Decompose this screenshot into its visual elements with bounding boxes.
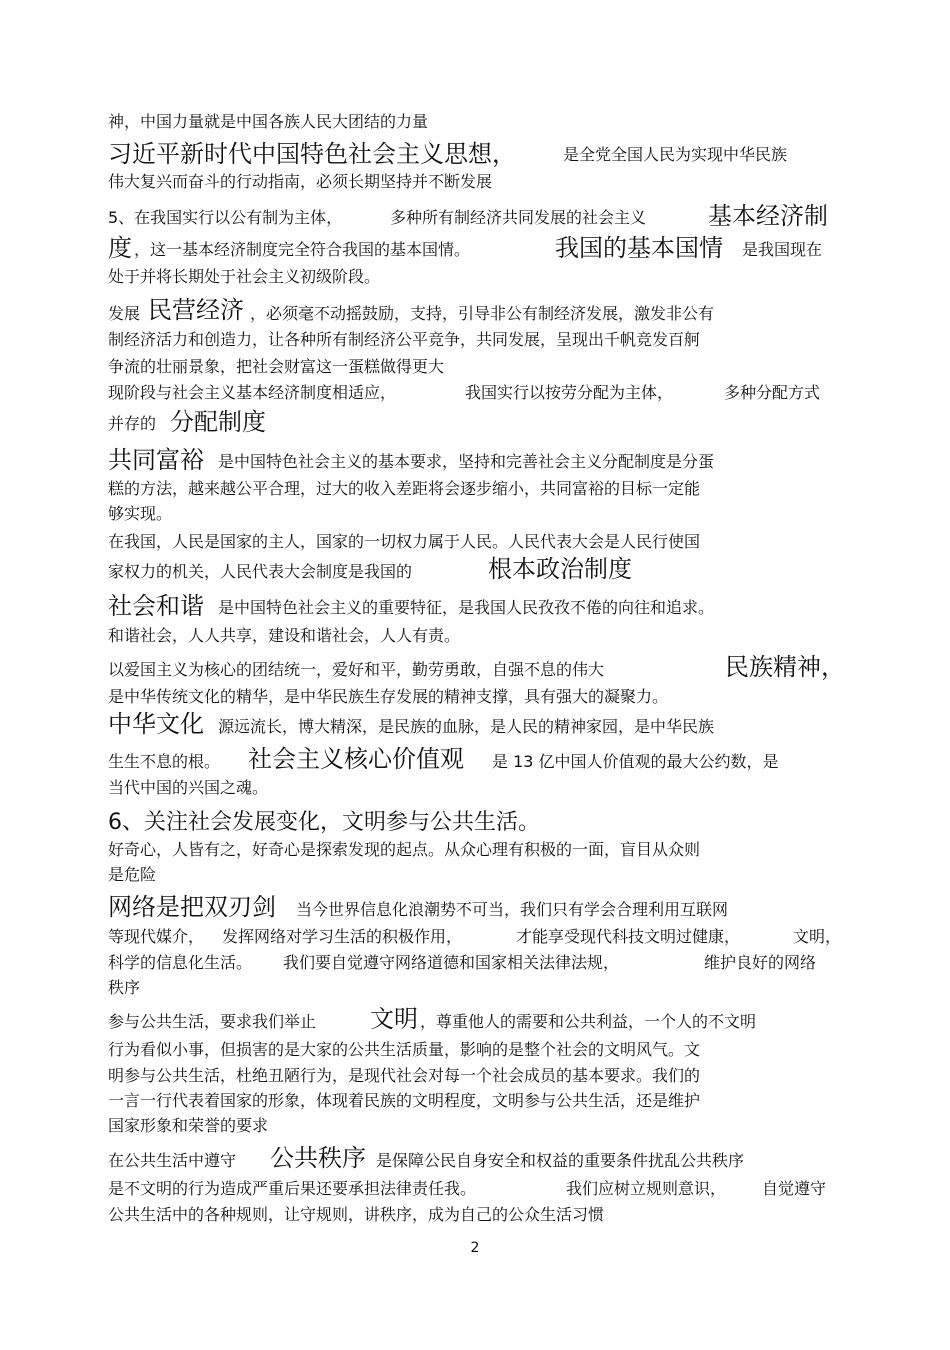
- text-line: 现阶段与社会主义基本经济制度相适应，: [108, 383, 397, 402]
- key-term: 分配制度: [170, 408, 266, 436]
- key-term: 中华文化: [108, 710, 204, 738]
- text-line: ，尊重他人的需要和公共利益，一个人的不文明: [420, 1012, 757, 1031]
- text-line: 行为看似小事，但损害的是大家的公共生活质量，影响的是整个社会的文明风气。文: [108, 1040, 701, 1059]
- key-term: 社会主义核心价值观: [248, 745, 464, 773]
- key-term: 共同富裕: [108, 446, 204, 474]
- text-line: 是中国特色社会主义的基本要求，坚持和完善社会主义分配制度是分蛋: [218, 452, 715, 471]
- key-term: 社会和谐: [108, 592, 204, 620]
- text-line: 多种所有制经济共同发展的社会主义: [390, 208, 647, 227]
- text-line: 神，中国力量就是中国各族人民大团结的力量: [108, 112, 429, 131]
- text-line: 制经济活力和创造力，让各种所有制经济公平竞争，共同发展，呈现出千帆竞发百舸: [108, 330, 701, 349]
- text-line: 才能享受现代科技文明过健康，: [516, 927, 741, 946]
- text-line: 发挥网络对学习生活的积极作用，: [222, 927, 463, 946]
- text-line: 文明，: [793, 927, 842, 946]
- text-line: 好奇心，人皆有之，好奇心是探索发现的起点。从众心理有积极的一面，盲目从众则: [108, 840, 701, 859]
- text-line: 国家形象和荣誉的要求: [108, 1116, 269, 1135]
- text-line: 自觉遵守: [762, 1179, 827, 1198]
- text-line: 糕的方法，越来越公平合理，过大的收入差距将会逐步缩小，共同富裕的目标一定能: [108, 479, 701, 498]
- text-line: ，必须毫不动摇鼓励，支持，引导非公有制经济发展，激发非公有: [250, 304, 715, 323]
- text-line: ，这一基本经济制度完全符合我国的基本国情。: [134, 240, 471, 259]
- text-line: 多种分配方式: [724, 383, 821, 402]
- key-term: 文明: [370, 1005, 418, 1033]
- text-line: 并存的: [108, 414, 157, 433]
- text-line: 在我国，人民是国家的主人，国家的一切权力属于人民。人民代表大会是人民行使国: [108, 532, 701, 551]
- text-line: 当今世界信息化浪潮势不可当，我们只有学会合理利用互联网: [296, 900, 729, 919]
- key-term: 基本经济制: [708, 202, 828, 230]
- text-line: 是中华传统文化的精华，是中华民族生存发展的精神支撑，具有强大的凝聚力。: [108, 687, 669, 706]
- text-line: 是中国特色社会主义的重要特征，是我国人民孜孜不倦的向往和追求。: [218, 598, 715, 617]
- key-term: 度: [108, 234, 132, 262]
- text-line: 是我国现在: [742, 240, 823, 259]
- text-line: 5、在我国实行以公有制为主体，: [108, 208, 343, 227]
- text-line: 是保障公民自身安全和权益的重要条件扰乱公共秩序: [376, 1151, 745, 1170]
- text-line: 公共生活中的各种规则，让守规则，讲秩序，成为自己的公众生活习惯: [108, 1205, 605, 1224]
- text-line: 维护良好的网络: [704, 953, 817, 972]
- text-line: 处于并将长期处于社会主义初级阶段。: [108, 267, 381, 286]
- page-number: 2: [470, 1240, 480, 1256]
- text-line: 源远流长，博大精深，是民族的血脉，是人民的精神家园，是中华民族: [218, 717, 715, 736]
- text-line: 是危险: [108, 865, 157, 884]
- text-line: 参与公共生活，要求我们举止: [108, 1012, 317, 1031]
- text-line: 一言一行代表着国家的形象，体现着民族的文明程度，文明参与公共生活，还是维护: [108, 1091, 701, 1110]
- text-line: 争流的壮丽景象，把社会财富这一蛋糕做得更大: [108, 357, 445, 376]
- text-line: 够实现。: [108, 504, 173, 523]
- text-line: 发展: [108, 304, 141, 323]
- text-line: 当代中国的兴国之魂。: [108, 778, 269, 797]
- text-line: 和谐社会，人人共享，建设和谐社会，人人有责。: [108, 626, 461, 645]
- text-line: 秩序: [108, 978, 141, 997]
- text-line: 生生不息的根。: [108, 752, 221, 771]
- key-term: 民营经济: [148, 296, 244, 324]
- text-line: 伟大复兴而奋斗的行动指南，必须长期坚持并不断发展: [108, 172, 493, 191]
- text-line: 等现代媒介，: [108, 927, 205, 946]
- text-line: 我们要自觉遵守网络道德和国家相关法律法规，: [283, 953, 620, 972]
- text-line: 科学的信息化生活。: [108, 953, 253, 972]
- key-term: 习近平新时代中国特色社会主义思想，: [108, 140, 516, 168]
- text-line: 以爱国主义为核心的团结统一，爱好和平，勤劳勇敢，自强不息的伟大: [108, 660, 605, 679]
- key-term: 网络是把双刃剑: [108, 893, 276, 921]
- text-line: 家权力的机关，人民代表大会制度是我国的: [108, 562, 413, 581]
- text-line: 是全党全国人民为实现中华民族: [563, 145, 788, 164]
- text-line: 我们应树立规则意识，: [566, 1179, 727, 1198]
- key-term: 根本政治制度: [488, 555, 632, 583]
- text-line: 我国实行以按劳分配为主体，: [465, 383, 674, 402]
- text-line: 是 13 亿中国人价值观的最大公约数，是: [492, 752, 779, 771]
- key-term: 我国的基本国情: [555, 234, 723, 262]
- key-term: 公共秩序: [270, 1144, 366, 1172]
- text-line: 在公共生活中遵守: [108, 1151, 237, 1170]
- text-line: 是不文明的行为造成严重后果还要承担法律责任我。: [108, 1179, 477, 1198]
- text-line: 明参与公共生活，杜绝丑陋行为，是现代社会对每一个社会成员的基本要求。我们的: [108, 1066, 701, 1085]
- key-term: 民族精神，: [725, 653, 845, 681]
- section-heading: 6、关注社会发展变化，文明参与公共生活。: [108, 810, 540, 835]
